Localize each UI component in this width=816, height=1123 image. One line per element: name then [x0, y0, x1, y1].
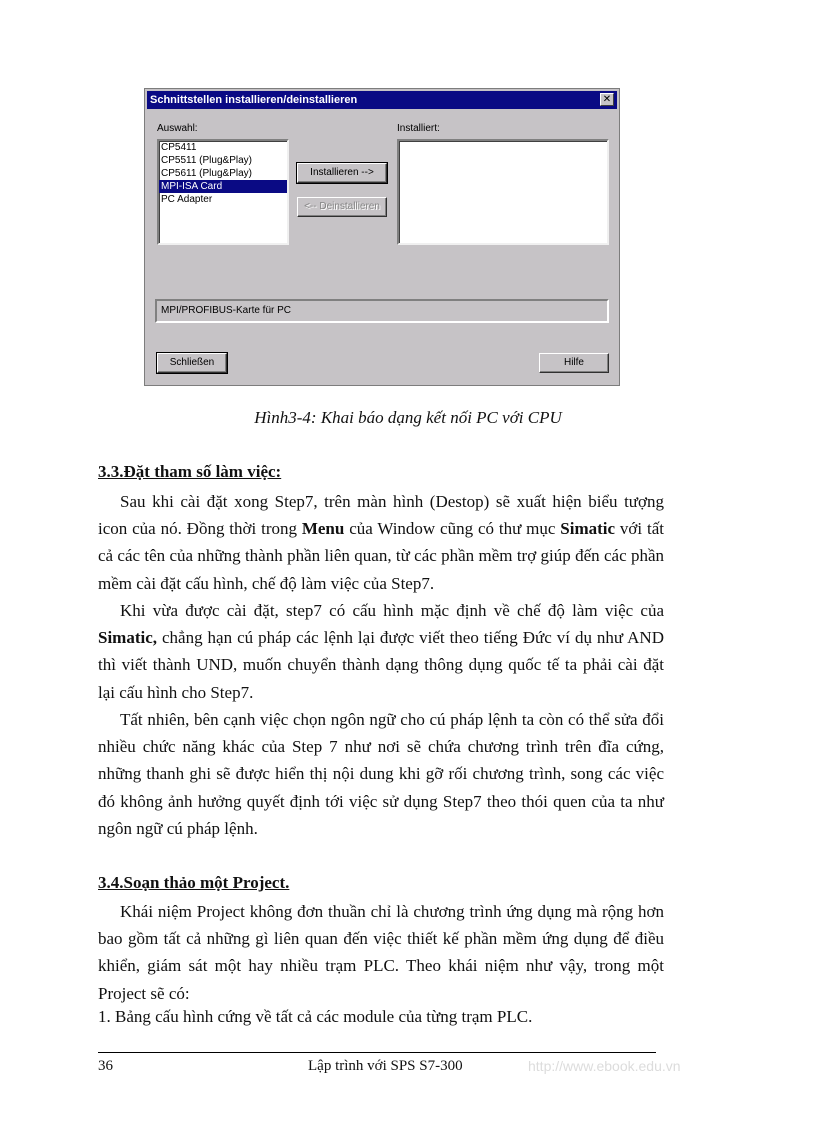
- interface-install-dialog: [144, 88, 620, 386]
- installiert-label: Installiert:: [397, 123, 440, 134]
- list-item: 1. Bảng cấu hình cứng về tất cả các module của từng trạm PLC.: [98, 1007, 533, 1026]
- footer-title: Lập trình với SPS S7-300: [308, 1058, 463, 1074]
- dialog-titlebar: [147, 91, 617, 109]
- figure-caption: Hình3-4: Khai báo dạng kết nối PC với CPU: [254, 408, 562, 427]
- section-3-3-heading: 3.3.Đặt tham số làm việc:: [98, 462, 282, 481]
- uninstall-button[interactable]: <-- Deinstallieren: [297, 197, 387, 217]
- interface-description-field: MPI/PROFIBUS-Karte für PC: [155, 299, 609, 323]
- available-interfaces-list[interactable]: [157, 139, 289, 245]
- help-button[interactable]: Hilfe: [539, 353, 609, 373]
- section-3-4-heading: 3.4.Soạn thảo một Project.: [98, 873, 290, 892]
- dialog-title: Schnittstellen installieren/deinstallieren: [150, 94, 358, 106]
- watermark-url: http://www.ebook.edu.vn: [528, 1058, 681, 1074]
- list-item[interactable]: PC Adapter: [161, 194, 213, 205]
- list-item[interactable]: MPI-ISA Card: [159, 180, 287, 193]
- auswahl-label: Auswahl:: [157, 123, 198, 134]
- list-item[interactable]: CP5411: [161, 142, 197, 153]
- section-3-3-paragraph-1: Sau khi cài đặt xong Step7, trên màn hình (Destop) sẽ xuất hiện biểu tượng icon của nó. Đồng thời trong Menu của Window cũng có thư mục Simatic với tất cả các tên của những thành phần liên quan, từ các phần mềm trợ giúp đến các phần mềm cài đặt cấu hình, chế độ làm việc của Step7.: [98, 492, 664, 593]
- close-button[interactable]: Schließen: [157, 353, 227, 373]
- close-icon[interactable]: ✕: [600, 93, 614, 106]
- page-number: 36: [98, 1058, 113, 1074]
- installed-interfaces-list[interactable]: [397, 139, 609, 245]
- install-button[interactable]: Installieren -->: [297, 163, 387, 183]
- list-item[interactable]: CP5511 (Plug&Play): [161, 155, 252, 166]
- footer-rule: [98, 1052, 656, 1053]
- section-3-3-paragraph-2: Khi vừa được cài đặt, step7 có cấu hình mặc định về chế độ làm việc của Simatic, chẳng hạn cú pháp các lệnh lại được viết theo tiếng Đức ví dụ như AND thì viết thành UND, muốn chuyển thành dạng thông dụng quốc tế ta phải cài đặt lại cấu hình cho Step7.: [98, 601, 664, 702]
- list-item[interactable]: CP5611 (Plug&Play): [161, 168, 252, 179]
- section-3-3-paragraph-3: Tất nhiên, bên cạnh việc chọn ngôn ngữ cho cú pháp lệnh ta còn có thể sửa đổi nhiều chức năng khác của Step 7 như nơi sẽ chứa chương trình trên đĩa cứng, những thanh ghi sẽ được hiển thị nội dung khi gỡ rối chương trình, song các việc đó không ảnh hưởng quyết định tới việc sử dụng Step7 theo thói quen của ta như ngôn ngữ cú pháp lệnh.: [98, 710, 664, 838]
- section-3-4-paragraph-1: Khái niệm Project không đơn thuần chỉ là chương trình ứng dụng mà rộng hơn bao gồm tất cả những gì liên quan đến việc thiết kế phần mềm ứng dụng để điều khiển, giám sát một hay nhiều trạm PLC. Theo khái niệm như vậy, trong một Project sẽ có:: [98, 902, 664, 1003]
